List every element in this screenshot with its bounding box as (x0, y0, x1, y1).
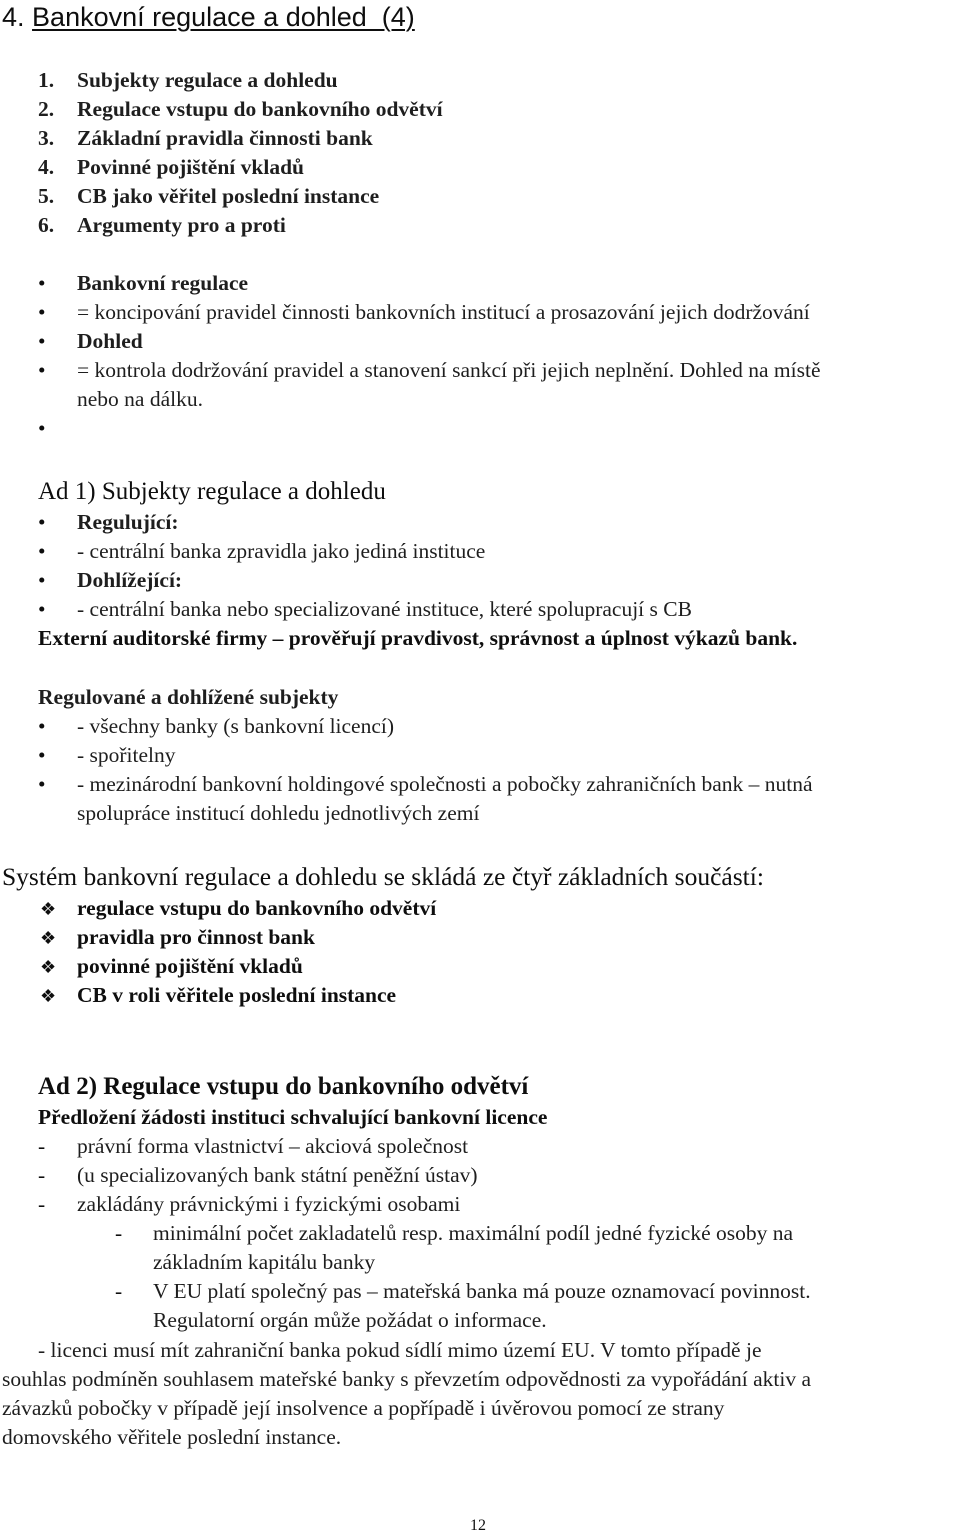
dash-marker: - (38, 1192, 46, 1216)
section-heading: Ad 2) Regulace vstupu do bankovního odvětví (38, 1073, 529, 1100)
bullet-icon: • (38, 568, 46, 592)
page-title (2, 4, 415, 31)
dash-marker: - (38, 1134, 46, 1158)
list-item: zakládány právnickými i fyzickými osobami (77, 1192, 461, 1216)
bullet-icon: • (38, 597, 46, 621)
definition-term: Dohled (77, 329, 143, 353)
toc-item: CB jako věřitel poslední instance (77, 184, 380, 208)
toc-item: Subjekty regulace a dohledu (77, 68, 338, 92)
bullet-icon: • (38, 416, 46, 440)
toc-item: Základní pravidla činnosti bank (77, 126, 373, 150)
bullet-icon: • (38, 772, 46, 796)
list-item: CB v roli věřitele poslední instance (77, 983, 397, 1007)
sub-list-item: základním kapitálu banky (153, 1250, 376, 1274)
toc-num: 6. (38, 213, 55, 237)
list-item: regulace vstupu do bankovního odvětví (77, 896, 437, 920)
subsection-heading: Regulované a dohlížené subjekty (38, 685, 339, 709)
list-item: Dohlížející: (77, 568, 183, 592)
definition-text: nebo na dálku. (77, 387, 203, 411)
dash-marker: - (115, 1279, 123, 1303)
definition-text: = kontrola dodržování pravidel a stanovení sankcí při jejich neplnění. Dohled na místě (77, 358, 821, 382)
definition-text: = koncipování pravidel činnosti bankovních institucí a prosazování jejich dodržování (77, 300, 810, 324)
toc-num: 5. (38, 184, 55, 208)
list-item: právní forma vlastnictví – akciová společnost (77, 1134, 469, 1158)
list-item: - centrální banka nebo specializované instituce, které spolupracují s CB (77, 597, 692, 621)
list-item: pravidla pro činnost bank (77, 925, 315, 949)
section-heading: Ad 1) Subjekty regulace a dohledu (38, 478, 386, 505)
list-item: - mezinárodní bankovní holdingové společnosti a pobočky zahraničních bank – nutná (77, 772, 813, 796)
list-item: povinné pojištění vkladů (77, 954, 303, 978)
sub-list-item: V EU platí společný pas – mateřská banka má pouze oznamovací povinnost. (153, 1279, 811, 1303)
bullet-icon: • (38, 539, 46, 563)
bullet-icon: • (38, 510, 46, 534)
list-item: spolupráce institucí dohledu jednotlivých zemí (77, 801, 480, 825)
diamond-bullet-icon: ❖ (40, 957, 57, 977)
toc-num: 3. (38, 126, 55, 150)
paragraph-line: souhlas podmíněn souhlasem mateřské banky s převzetím odpovědnosti za vypořádání aktiv a (2, 1367, 812, 1391)
definition-term: Bankovní regulace (77, 271, 249, 295)
toc-item: Regulace vstupu do bankovního odvětví (77, 97, 443, 121)
bullet-icon: • (38, 300, 46, 324)
toc-item: Argumenty pro a proti (77, 213, 286, 237)
bullet-icon: • (38, 329, 46, 353)
paragraph-line: - licenci musí mít zahraniční banka pokud sídlí mimo území EU. V tomto případě je (38, 1338, 762, 1362)
bullet-icon: • (38, 358, 46, 382)
subsection-heading: Předložení žádosti instituci schvalující bankovní licence (38, 1105, 548, 1129)
list-item: - spořitelny (77, 743, 176, 767)
toc-num: 1. (38, 68, 55, 92)
external-auditors-text: Externí auditorské firmy – prověřují pravdivost, správnost a úplnost výkazů bank. (38, 626, 798, 650)
list-item: - všechny banky (s bankovní licencí) (77, 714, 395, 738)
title-number: 4. (2, 2, 25, 32)
section-heading: Systém bankovní regulace a dohledu se skládá ze čtyř základních součástí: (2, 862, 764, 891)
diamond-bullet-icon: ❖ (40, 986, 57, 1006)
bullet-icon: • (38, 714, 46, 738)
list-item: (u specializovaných bank státní peněžní ústav) (77, 1163, 478, 1187)
list-item: - centrální banka zpravidla jako jediná instituce (77, 539, 486, 563)
bullet-icon: • (38, 271, 46, 295)
toc-item: Povinné pojištění vkladů (77, 155, 304, 179)
toc-num: 2. (38, 97, 55, 121)
sub-list-item: Regulatorní orgán může požádat o informace. (153, 1308, 547, 1332)
paragraph-line: domovského věřitele poslední instance. (2, 1425, 342, 1449)
toc-num: 4. (38, 155, 55, 179)
diamond-bullet-icon: ❖ (40, 899, 57, 919)
sub-list-item: minimální počet zakladatelů resp. maximální podíl jedné fyzické osoby na (153, 1221, 794, 1245)
page-number: 12 (470, 1517, 486, 1534)
dash-marker: - (115, 1221, 123, 1245)
diamond-bullet-icon: ❖ (40, 928, 57, 948)
title-text: Bankovní regulace a dohled (4) (32, 2, 415, 32)
bullet-icon: • (38, 743, 46, 767)
list-item: Regulující: (77, 510, 179, 534)
dash-marker: - (38, 1163, 46, 1187)
paragraph-line: závazků pobočky v případě její insolvence a popřípadě i úvěrovou pomocí ze strany (2, 1396, 725, 1420)
